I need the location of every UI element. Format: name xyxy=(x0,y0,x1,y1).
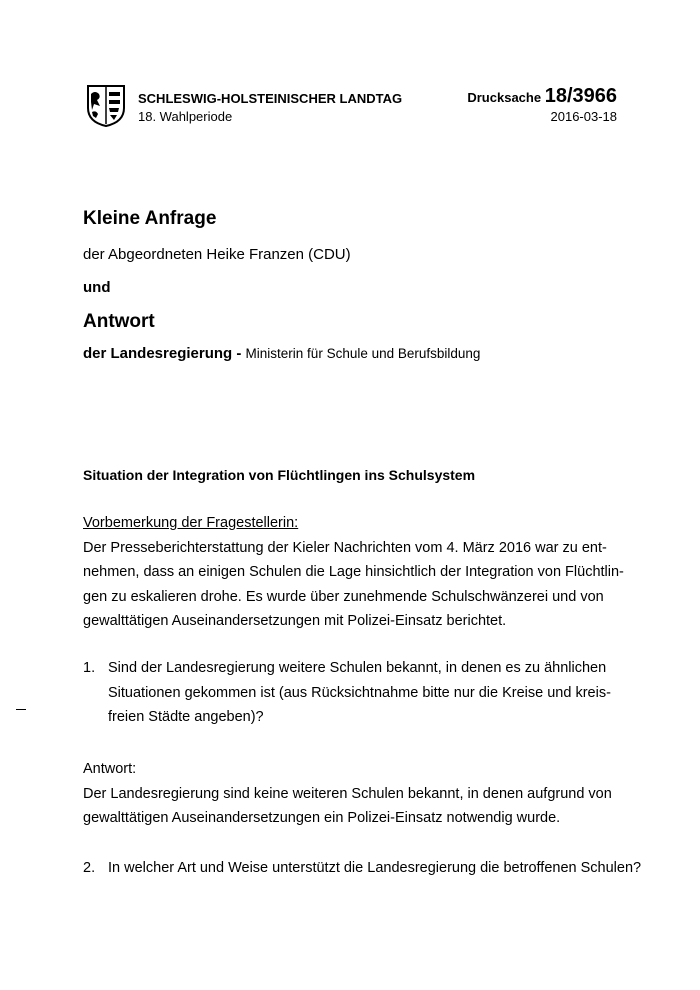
kleine-anfrage-heading: Kleine Anfrage xyxy=(83,208,217,229)
und-line: und xyxy=(83,279,111,296)
drucksache-number: 18/3966 xyxy=(544,85,617,107)
coat-of-arms-icon xyxy=(86,84,126,128)
drucksache-label: Drucksache xyxy=(467,90,542,105)
preliminary-line: Der Presseberichterstattung der Kieler Nachrichten vom 4. März 2016 war zu ent- xyxy=(83,539,607,556)
preliminary-heading: Vorbemerkung der Fragestellerin: xyxy=(83,515,299,531)
question-number: 1. xyxy=(83,660,96,676)
author-line: der Abgeordneten Heike Franzen (CDU) xyxy=(83,246,351,263)
electoral-period: 18. Wahlperiode xyxy=(138,109,233,124)
preliminary-line: nehmen, dass an einigen Schulen die Lage hinsichtlich der Integration von Flüchtlin- xyxy=(83,564,624,580)
antwort-heading: Antwort xyxy=(83,311,155,332)
drucksache xyxy=(467,85,617,108)
answer-line: Der Landesregierung sind keine weiteren Schulen bekannt, in denen aufgrund von xyxy=(83,785,612,802)
answer-heading: Antwort: xyxy=(83,761,137,777)
question-line: freien Städte angeben)? xyxy=(108,709,264,725)
question-line: In welcher Art und Weise unterstützt die Landesregierung die betroffenen Schulen? xyxy=(108,860,642,876)
document-date: 2016-03-18 xyxy=(550,109,617,124)
question-text xyxy=(108,856,648,881)
parliament-name: SCHLESWIG-HOLSTEINISCHER LANDTAG xyxy=(138,91,403,106)
government-line xyxy=(83,345,480,362)
answer-line: gewalttätigen Auseinandersetzungen ein Polizei-Einsatz notwendig wurde. xyxy=(83,810,561,826)
question-text xyxy=(108,656,648,730)
preliminary-line: gen zu eskalieren drohe. Es wurde über zunehmende Schulschwänzerei und von xyxy=(83,588,604,605)
answer-block xyxy=(83,757,643,831)
ministry-name: Ministerin für Schule und Berufsbildung xyxy=(245,346,481,361)
subject-heading: Situation der Integration von Flüchtlingen ins Schulsystem xyxy=(83,467,476,483)
question-line: Situationen gekommen ist (aus Rücksichtnahme bitte nur die Kreise und kreis- xyxy=(108,684,611,701)
preliminary-line: gewalttätigen Auseinandersetzungen mit Polizei-Einsatz berichtet. xyxy=(83,613,507,629)
question-number: 2. xyxy=(83,860,96,876)
government-label: der Landesregierung - xyxy=(83,345,242,362)
margin-mark xyxy=(16,709,26,710)
preliminary-remark xyxy=(83,511,643,634)
question-line: Sind der Landesregierung weitere Schulen bekannt, in denen es zu ähnlichen xyxy=(108,660,607,676)
